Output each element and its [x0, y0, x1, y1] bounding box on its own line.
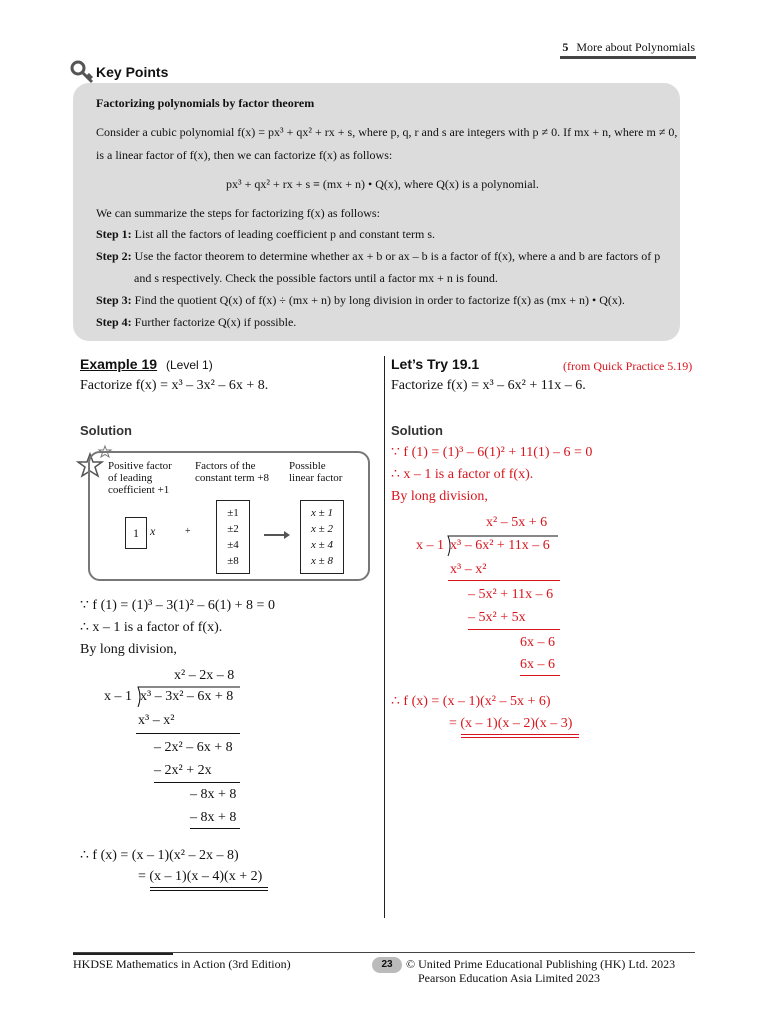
division-row: – 2x² + 2x [154, 763, 212, 778]
linear-factor: x ± 2 [311, 523, 333, 535]
heading-line: Possible [289, 460, 326, 472]
heading-line: linear factor [289, 472, 343, 484]
division-line [448, 580, 560, 581]
key-points-heading: Factorizing polynomials by factor theorem [96, 96, 315, 110]
key-points-summary: We can summarize the steps for factorizing f(x) as follows: [96, 206, 380, 220]
lets-try-solution-label: Solution [391, 423, 443, 438]
lets-try-long-division-label: By long division, [391, 489, 488, 504]
example-result-1: ∴ f (x) = (x – 1)(x² – 2x – 8) [80, 848, 239, 863]
heading-line: of leading [108, 472, 153, 484]
division-divisor: x – 1 [416, 538, 444, 553]
factor: ±4 [227, 539, 239, 551]
factor: ±1 [227, 507, 239, 519]
lets-try-result-1: ∴ f (x) = (x – 1)(x² – 5x + 6) [391, 694, 551, 709]
header-rule [560, 56, 696, 59]
key-points-intro-2: is a linear factor of f(x), then we can factorize f(x) as follows: [96, 148, 393, 162]
division-row: 6x – 6 [520, 635, 555, 650]
linear-factors-box [300, 500, 344, 574]
lets-try-factor-conclusion: ∴ x – 1 is a factor of f(x). [391, 467, 534, 482]
column-divider [384, 356, 385, 918]
division-row: x³ – x² [450, 562, 487, 577]
linear-factor: x ± 1 [311, 507, 333, 519]
page-number: 23 [372, 957, 402, 973]
step-2 [96, 249, 660, 264]
leading-factor: 1 [133, 526, 139, 540]
lets-try-result-2: = (x – 1)(x – 2)(x – 3) [449, 716, 573, 731]
division-row: – 2x² – 6x + 8 [154, 740, 233, 755]
division-quotient: x² – 5x + 6 [486, 515, 548, 530]
chapter-header [562, 40, 695, 55]
lets-try-question: Factorize f(x) = x³ – 6x² + 11x – 6. [391, 378, 586, 393]
example-solution-label: Solution [80, 423, 132, 438]
heading-line: Positive factor [108, 460, 172, 472]
key-points-formula: px³ + qx² + rx + s ≡ (mx + n) • Q(x), where Q(x) is a polynomial. [226, 177, 539, 191]
step-label: Step 1: [96, 227, 132, 241]
example-question: Factorize f(x) = x³ – 3x² – 6x + 8. [80, 378, 269, 393]
key-points-intro-1: Consider a cubic polynomial f(x) = px³ + qx² + rx + s, where p, q, r and s are integers with p ≠ 0. If mx + n, where m ≠ 0, [96, 125, 678, 139]
step-4 [96, 315, 296, 330]
division-dividend: x³ – 3x² – 6x + 8 [140, 689, 234, 704]
division-row: – 8x + 8 [190, 810, 237, 825]
chapter-title: More about Polynomials [576, 40, 695, 54]
leading-factor-box [125, 517, 147, 549]
division-dividend: x³ – 6x² + 11x – 6 [450, 538, 550, 553]
table-col1-heading [108, 460, 172, 496]
footer-book-title: HKDSE Mathematics in Action (3rd Edition) [73, 957, 291, 971]
heading-line: Factors of the [195, 460, 256, 472]
step-text: Further factorize Q(x) if possible. [134, 315, 297, 329]
step-label: Step 3: [96, 293, 132, 307]
step-text: Use the factor theorem to determine whether ax + b or ax – b is a factor of f(x), where a and b are factors of p [134, 249, 661, 263]
step-2-continued: and s respectively. Check the possible factors until a factor mx + n is found. [134, 271, 498, 285]
division-line [190, 828, 240, 829]
division-divisor: x – 1 [104, 689, 132, 704]
step-label: Step 4: [96, 315, 132, 329]
example-title: Example 19 [80, 356, 158, 372]
step-text: Find the quotient Q(x) of f(x) ÷ (mx + n) by long division in order to factorize f(x) as (mx + n) • Q(x). [134, 293, 625, 307]
example-level: (Level 1) [166, 358, 213, 372]
times-sign: + [185, 526, 191, 537]
footer-copyright-2: Pearson Education Asia Limited 2023 [418, 971, 600, 985]
footer-copyright-1: © United Prime Educational Publishing (HK) Ltd. 2023 [406, 957, 676, 971]
arrow-right-icon [264, 530, 290, 540]
division-quotient: x² – 2x – 8 [174, 668, 235, 683]
division-line [468, 629, 560, 630]
variable-x: x [150, 524, 156, 538]
division-row: – 8x + 8 [190, 787, 237, 802]
answer-underline [150, 887, 268, 888]
example-factor-check: ∵ f (1) = (1)³ – 3(1)² – 6(1) + 8 = 0 [80, 598, 275, 613]
table-col3-heading [289, 460, 342, 484]
key-icon [70, 60, 96, 84]
linear-factor: x ± 8 [311, 555, 333, 567]
division-row: x³ – x² [138, 713, 175, 728]
division-line [154, 782, 240, 783]
table-col2-heading [195, 460, 269, 484]
example-long-division-label: By long division, [80, 642, 177, 657]
division-row: – 5x² + 11x – 6 [468, 587, 554, 602]
example-factor-conclusion: ∴ x – 1 is a factor of f(x). [80, 620, 223, 635]
division-line [520, 675, 560, 676]
chapter-number: 5 [562, 40, 569, 54]
step-label: Step 2: [96, 249, 132, 263]
footer-rule-accent [73, 953, 173, 955]
lets-try-factor-check: ∵ f (1) = (1)³ – 6(1)² + 11(1) – 6 = 0 [391, 445, 593, 460]
factor: ±2 [227, 523, 239, 535]
heading-line: coefficient +1 [108, 484, 170, 496]
factor: ±8 [227, 555, 239, 567]
step-text: List all the factors of leading coefficient p and constant term s. [134, 227, 436, 241]
key-points-title: Key Points [96, 64, 169, 80]
answer-underline [461, 734, 579, 735]
heading-line: constant term +8 [195, 472, 270, 484]
division-row: 6x – 6 [520, 657, 555, 672]
answer-underline [461, 737, 579, 738]
answer-underline [150, 890, 268, 891]
step-1 [96, 227, 435, 242]
linear-factor: x ± 4 [311, 539, 333, 551]
example-result-2: = (x – 1)(x – 4)(x + 2) [138, 869, 263, 884]
lets-try-source: (from Quick Practice 5.19) [563, 359, 693, 373]
division-row: – 5x² + 5x [468, 610, 526, 625]
lets-try-title: Let’s Try 19.1 [391, 356, 480, 372]
step-3 [96, 293, 625, 308]
constant-factors-box [216, 500, 250, 574]
division-line [136, 733, 240, 734]
